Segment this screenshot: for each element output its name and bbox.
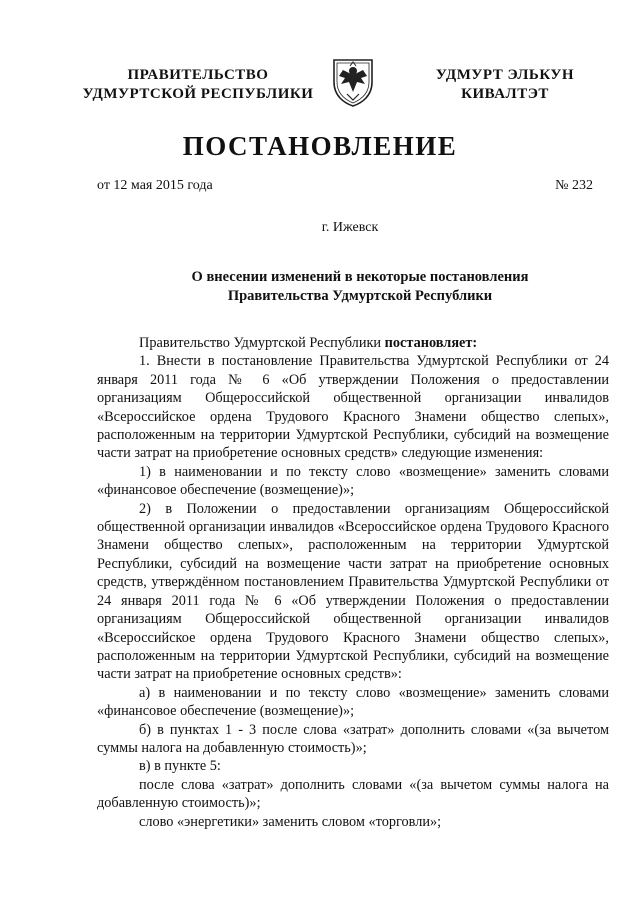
- document-body: [97, 334, 609, 831]
- document-subject: [120, 268, 600, 306]
- paragraph-1-2: 2) в Положении о предоставлении организациям Общероссийской общественной организации инвалидов «Всероссийское ордена Трудового Красного Знамени общество слепых», расположенным на территории Удмуртской Республики, субсидий на возмещение части затрат на приобретение основных средств, утверждённом постановлением Правительства Удмуртской Республики от 24 января 2011 года № 6 «Об утверждении Положения о предоставлении организациям Общероссийской общественной организации инвалидов «Всероссийское ордена Трудового Красного Знамени общество слепых», расположенным на территории Удмуртской Республики, субсидий на возмещение части затрат на приобретение основных средств»:: [97, 500, 609, 683]
- paragraph-1: 1. Внести в постановление Правительства Удмуртской Республики от 24 января 2011 года № 6 «Об утверждении Положения о предоставлении организациям Общероссийской общественной организации инвалидов «Всероссийское ордена Трудового Красного Знамени общество слепых», расположенным на территории Удмуртской Республики, субсидий на возмещение части затрат на приобретение основных средств» следующие изменения:: [97, 353, 609, 462]
- header-right-line1: УДМУРТ ЭЛЬКУН: [435, 67, 575, 83]
- header-right-line2: КИВАЛТЭТ: [461, 86, 549, 102]
- intro-paragraph: [97, 334, 609, 352]
- document-city: г. Ижевск: [321, 220, 379, 235]
- paragraph-1-1: 1) в наименовании и по тексту слово «возмещение» заменить словами «финансовое обеспечение (возмещение)»;: [97, 463, 609, 499]
- document-title: ПОСТАНОВЛЕНИЕ: [182, 131, 458, 161]
- paragraph-v: в) в пункте 5:: [139, 758, 221, 775]
- subject-line2: Правительства Удмуртской Республики: [227, 288, 493, 304]
- paragraph-b: б) в пунктах 1 - 3 после слова «затрат» дополнить словами «(за вычетом суммы налога на добавленную стоимость)»;: [97, 721, 609, 756]
- header-government-ru: [78, 66, 318, 104]
- header-left-line1: ПРАВИТЕЛЬСТВО: [127, 67, 269, 83]
- paragraph-v-1: после слова «затрат» дополнить словами «(за вычетом суммы налога на добавленную стоимость)»;: [97, 776, 609, 812]
- subject-line1: О внесении изменений в некоторые постановления: [191, 269, 529, 285]
- udmurt-coat-of-arms-icon: [330, 56, 376, 108]
- document-number: № 232: [555, 178, 593, 193]
- paragraph-v-2: слово «энергетики» заменить словом «торговли»;: [139, 813, 442, 830]
- header-left-line2: УДМУРТСКОЙ РЕСПУБЛИКИ: [82, 86, 314, 102]
- intro-decree-word: постановляет:: [384, 335, 478, 351]
- document-date: от 12 мая 2015 года: [97, 178, 213, 193]
- intro-prefix: Правительство Удмуртской Республики: [139, 335, 385, 351]
- paragraph-a: а) в наименовании и по тексту слово «возмещение» заменить словами «финансовое обеспечение (возмещение)»;: [97, 684, 609, 720]
- header-government-udm: [420, 66, 590, 104]
